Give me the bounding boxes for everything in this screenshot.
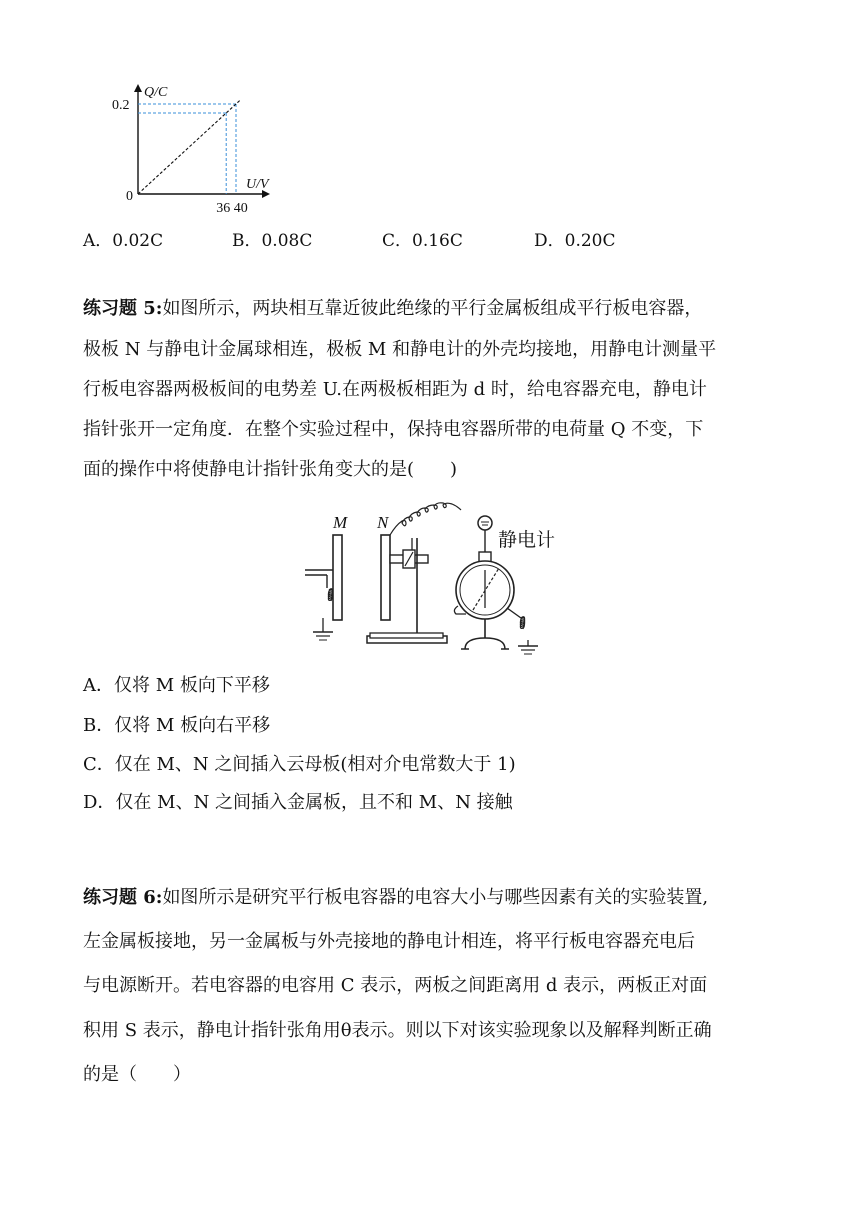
plate-m [333,535,342,620]
y-axis-arrow [134,84,142,92]
label-electrometer: 静电计 [498,529,556,551]
q6-text-1: 如图所示是研究平行板电容器的电容大小与哪些因素有关的实验装置, [162,887,709,908]
option-c: C．0.16C [382,231,463,251]
q5-line-3: 行板电容器两极板间的电势差 U.在两极板相距为 d 时，给电容器充电，静电计 [83,379,707,400]
series-line [138,100,240,194]
y-axis-label: Q/C [144,85,168,100]
x-axis-label: U/V [246,177,269,192]
y-tick-label: 0.2 [112,98,130,113]
q5-option-c: C．仅在 M、N 之间插入云母板(相对介电常数大于 1) [83,754,516,775]
meter-ball [478,516,492,530]
electrometer-figure [295,500,585,660]
plate-n [381,535,390,620]
q5-option-b: B．仅将 M 板向右平移 [83,715,271,736]
q5-label: 练习题 5: [83,298,163,319]
q5-line-2: 极板 N 与静电计金属球相连，极板 M 和静电计的外壳均接地，用静电计测量平 [83,339,717,360]
q5-text-1: 如图所示，两块相互靠近彼此绝缘的平行金属板组成平行板电容器， [162,298,703,319]
q5-line-4: 指针张开一定角度．在整个实验过程中，保持电容器所带的电荷量 Q 不变，下 [83,419,704,440]
q5-line-1 [83,297,702,321]
q5-line-5: 面的操作中将使静电计指针张角变大的是( ) [83,459,458,480]
option-d: D．0.20C [534,231,616,251]
q6-line-1 [83,886,708,910]
q5-option-a: A．仅将 M 板向下平移 [83,675,270,696]
q6-line-3: 与电源断开。若电容器的电容用 C 表示，两板之间距离用 d 表示，两板正对面 [83,975,708,996]
q6-line-2: 左金属板接地，另一金属板与外壳接地的静电计相连，将平行板电容器充电后 [83,931,695,952]
origin-label: 0 [126,189,133,204]
label-m: M [333,513,348,532]
q6-label: 练习题 6: [83,887,163,908]
q6-line-5: 的是（ ） [83,1064,191,1085]
option-b: B．0.08C [232,231,313,251]
q5-option-d: D．仅在 M、N 之间插入金属板，且不和 M、N 接触 [83,792,513,813]
option-a: A．0.02C [83,231,164,251]
q-u-chart [110,80,280,215]
x-tick-label: 36 40 [216,201,248,215]
q6-line-4: 积用 S 表示，静电计指针张角用θ表示。则以下对该实验现象以及解释判断正确 [83,1020,712,1041]
label-n: N [377,513,389,532]
